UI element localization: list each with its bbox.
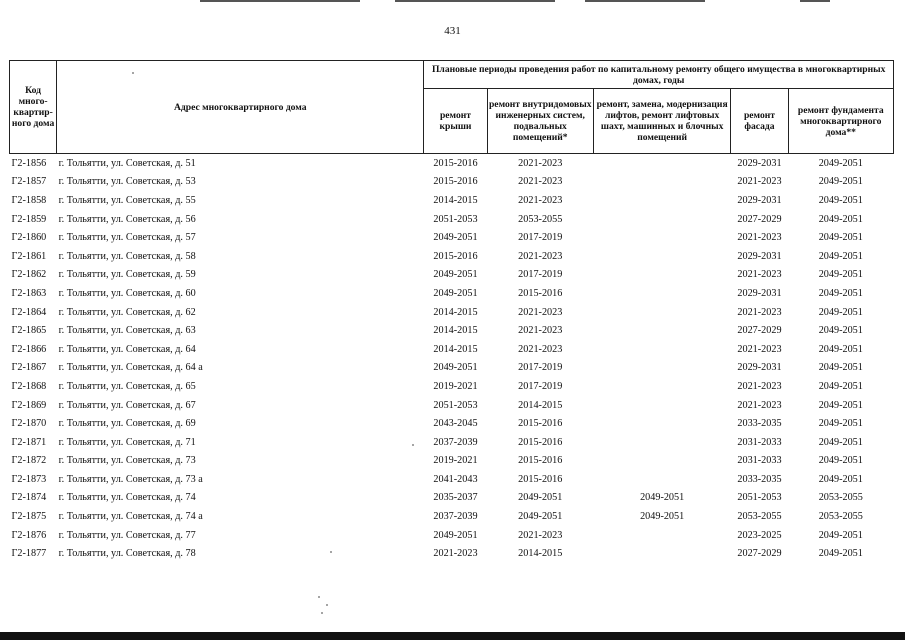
foundation-period-cell: 2049-2051 xyxy=(818,325,863,337)
foundation-period-cell: 2049-2051 xyxy=(818,399,863,411)
engineering-period-cell: 2015-2016 xyxy=(518,436,563,448)
roof-period-cell: 2043-2045 xyxy=(433,418,478,430)
address-cell: г. Тольятти, ул. Советская, д. 51 xyxy=(58,157,196,169)
foundation-period-cell: 2053-2055 xyxy=(818,492,863,504)
engineering-period-cell: 2021-2023 xyxy=(518,325,563,337)
elevator-period-cell xyxy=(593,377,730,396)
address-cell: г. Тольятти, ул. Советская, д. 62 xyxy=(58,306,196,318)
elevator-period-cell: 2049-2051 xyxy=(640,511,685,523)
scan-speck xyxy=(330,551,332,553)
table-row xyxy=(10,228,894,247)
page-number: 431 xyxy=(444,25,461,37)
table-row xyxy=(10,359,894,378)
roof-period-cell: 2014-2015 xyxy=(433,343,478,355)
foundation-period-cell: 2049-2051 xyxy=(818,194,863,206)
table-row xyxy=(10,191,894,210)
elevator-period-cell xyxy=(593,470,730,489)
engineering-period-cell: 2015-2016 xyxy=(518,455,563,467)
building-code-cell: Г2-1868 xyxy=(11,380,47,392)
table-row xyxy=(10,340,894,359)
building-code-cell: Г2-1872 xyxy=(11,455,47,467)
roof-period-cell: 2014-2015 xyxy=(433,325,478,337)
elevator-period-cell xyxy=(593,526,730,545)
table-row xyxy=(10,210,894,229)
foundation-period-cell: 2049-2051 xyxy=(818,343,863,355)
scan-speck xyxy=(321,612,323,614)
table-row xyxy=(10,433,894,452)
address-cell: г. Тольятти, ул. Советская, д. 59 xyxy=(58,269,196,281)
elevator-period-cell xyxy=(593,210,730,229)
foundation-period-cell: 2049-2051 xyxy=(818,213,863,225)
facade-period-cell: 2033-2035 xyxy=(737,418,782,430)
engineering-period-cell: 2017-2019 xyxy=(518,232,563,244)
address-cell: г. Тольятти, ул. Советская, д. 58 xyxy=(58,250,196,262)
roof-period-cell: 2049-2051 xyxy=(433,529,478,541)
roof-period-cell: 2049-2051 xyxy=(433,362,478,374)
address-cell: г. Тольятти, ул. Советская, д. 60 xyxy=(58,287,196,299)
building-code-cell: Г2-1874 xyxy=(11,492,47,504)
engineering-period-cell: 2021-2023 xyxy=(518,250,563,262)
engineering-period-cell: 2014-2015 xyxy=(518,548,563,560)
roof-period-cell: 2049-2051 xyxy=(433,287,478,299)
foundation-period-cell: 2053-2055 xyxy=(818,511,863,523)
elevator-period-cell xyxy=(593,247,730,266)
elevator-period-cell xyxy=(593,340,730,359)
roof-period-cell: 2051-2053 xyxy=(433,213,478,225)
table-row xyxy=(10,396,894,415)
facade-period-cell: 2029-2031 xyxy=(737,287,782,299)
table-row xyxy=(10,377,894,396)
facade-period-cell: 2027-2029 xyxy=(737,213,782,225)
building-code-cell: Г2-1860 xyxy=(11,232,47,244)
scan-top-rule-left xyxy=(200,0,360,2)
building-code-cell: Г2-1867 xyxy=(11,362,47,374)
address-cell: г. Тольятти, ул. Советская, д. 73 xyxy=(58,455,196,467)
roof-period-cell: 2037-2039 xyxy=(433,511,478,523)
roof-period-cell: 2051-2053 xyxy=(433,399,478,411)
building-code-cell: Г2-1858 xyxy=(11,194,47,206)
building-code-cell: Г2-1859 xyxy=(11,213,47,225)
building-code-cell: Г2-1873 xyxy=(11,473,47,485)
address-cell: г. Тольятти, ул. Советская, д. 55 xyxy=(58,194,196,206)
facade-period-cell: 2021-2023 xyxy=(737,176,782,188)
building-code-cell: Г2-1861 xyxy=(11,250,47,262)
address-cell: г. Тольятти, ул. Советская, д. 64 xyxy=(58,343,196,355)
scan-top-rule-mid xyxy=(395,0,555,2)
table-row xyxy=(10,414,894,433)
capital-repair-schedule-table xyxy=(9,60,894,563)
address-cell: г. Тольятти, ул. Советская, д. 77 xyxy=(58,529,196,541)
facade-period-cell: 2021-2023 xyxy=(737,343,782,355)
facade-period-cell: 2027-2029 xyxy=(737,548,782,560)
facade-period-cell: 2021-2023 xyxy=(737,306,782,318)
address-cell: г. Тольятти, ул. Советская, д. 65 xyxy=(58,380,196,392)
table-row xyxy=(10,247,894,266)
table-row xyxy=(10,452,894,471)
roof-period-cell: 2037-2039 xyxy=(433,436,478,448)
elevator-period-cell xyxy=(593,359,730,378)
table-body xyxy=(10,154,894,564)
table-row xyxy=(10,154,894,173)
engineering-period-cell: 2015-2016 xyxy=(518,418,563,430)
facade-period-cell: 2029-2031 xyxy=(737,194,782,206)
facade-period-cell: 2033-2035 xyxy=(737,473,782,485)
address-cell: г. Тольятти, ул. Советская, д. 64 а xyxy=(58,362,203,374)
facade-period-cell: 2029-2031 xyxy=(737,157,782,169)
foundation-period-cell: 2049-2051 xyxy=(818,436,863,448)
building-code-cell: Г2-1865 xyxy=(11,325,47,337)
address-cell: г. Тольятти, ул. Советская, д. 73 а xyxy=(58,473,203,485)
header-address: Адрес многоквартирного дома xyxy=(57,61,424,154)
table-row xyxy=(10,284,894,303)
facade-period-cell: 2029-2031 xyxy=(737,250,782,262)
building-code-cell: Г2-1863 xyxy=(11,287,47,299)
foundation-period-cell: 2049-2051 xyxy=(818,287,863,299)
facade-period-cell: 2053-2055 xyxy=(737,511,782,523)
address-cell: г. Тольятти, ул. Советская, д. 71 xyxy=(58,436,196,448)
elevator-period-cell xyxy=(593,303,730,322)
roof-period-cell: 2014-2015 xyxy=(433,194,478,206)
building-code-cell: Г2-1862 xyxy=(11,269,47,281)
header-facade-repair: ремонт фасада xyxy=(731,89,788,154)
engineering-period-cell: 2021-2023 xyxy=(518,306,563,318)
roof-period-cell: 2019-2021 xyxy=(433,455,478,467)
table-row xyxy=(10,321,894,340)
table-row xyxy=(10,507,894,526)
table-row xyxy=(10,470,894,489)
engineering-period-cell: 2014-2015 xyxy=(518,399,563,411)
engineering-period-cell: 2017-2019 xyxy=(518,269,563,281)
roof-period-cell: 2014-2015 xyxy=(433,306,478,318)
foundation-period-cell: 2049-2051 xyxy=(818,362,863,374)
engineering-period-cell: 2015-2016 xyxy=(518,287,563,299)
building-code-cell: Г2-1866 xyxy=(11,343,47,355)
address-cell: г. Тольятти, ул. Советская, д. 53 xyxy=(58,176,196,188)
facade-period-cell: 2023-2025 xyxy=(737,529,782,541)
scan-speck xyxy=(412,444,414,446)
building-code-cell: Г2-1869 xyxy=(11,399,47,411)
scan-bottom-edge xyxy=(0,632,905,640)
header-row-top xyxy=(10,61,894,89)
elevator-period-cell xyxy=(593,228,730,247)
elevator-period-cell xyxy=(593,284,730,303)
foundation-period-cell: 2049-2051 xyxy=(818,418,863,430)
table-row xyxy=(10,266,894,285)
building-code-cell: Г2-1876 xyxy=(11,529,47,541)
foundation-period-cell: 2049-2051 xyxy=(818,548,863,560)
foundation-period-cell: 2049-2051 xyxy=(818,529,863,541)
address-cell: г. Тольятти, ул. Советская, д. 78 xyxy=(58,548,196,560)
facade-period-cell: 2051-2053 xyxy=(737,492,782,504)
scan-speck xyxy=(318,596,320,598)
elevator-period-cell xyxy=(593,321,730,340)
header-roof-repair: ремонт крыши xyxy=(424,89,487,154)
foundation-period-cell: 2049-2051 xyxy=(818,455,863,467)
engineering-period-cell: 2021-2023 xyxy=(518,157,563,169)
scan-speck xyxy=(326,604,328,606)
foundation-period-cell: 2049-2051 xyxy=(818,269,863,281)
facade-period-cell: 2029-2031 xyxy=(737,362,782,374)
elevator-period-cell: 2049-2051 xyxy=(640,492,685,504)
foundation-period-cell: 2049-2051 xyxy=(818,306,863,318)
address-cell: г. Тольятти, ул. Советская, д. 74 xyxy=(58,492,196,504)
roof-period-cell: 2015-2016 xyxy=(433,176,478,188)
facade-period-cell: 2021-2023 xyxy=(737,380,782,392)
table-row xyxy=(10,526,894,545)
elevator-period-cell xyxy=(593,433,730,452)
elevator-period-cell xyxy=(593,173,730,192)
roof-period-cell: 2041-2043 xyxy=(433,473,478,485)
elevator-period-cell xyxy=(593,396,730,415)
table-header xyxy=(10,61,894,154)
address-cell: г. Тольятти, ул. Советская, д. 67 xyxy=(58,399,196,411)
elevator-period-cell xyxy=(593,452,730,471)
building-code-cell: Г2-1875 xyxy=(11,511,47,523)
engineering-period-cell: 2049-2051 xyxy=(518,492,563,504)
engineering-period-cell: 2049-2051 xyxy=(518,511,563,523)
building-code-cell: Г2-1877 xyxy=(11,548,47,560)
facade-period-cell: 2031-2033 xyxy=(737,455,782,467)
facade-period-cell: 2021-2023 xyxy=(737,269,782,281)
foundation-period-cell: 2049-2051 xyxy=(818,250,863,262)
scan-top-rule-right xyxy=(585,0,705,2)
header-foundation-repair: ремонт фундамента многоквартирного дома** xyxy=(788,89,893,154)
scan-top-rule-far-right xyxy=(800,0,830,2)
engineering-period-cell: 2021-2023 xyxy=(518,176,563,188)
engineering-period-cell: 2021-2023 xyxy=(518,529,563,541)
elevator-period-cell xyxy=(593,191,730,210)
facade-period-cell: 2031-2033 xyxy=(737,436,782,448)
address-cell: г. Тольятти, ул. Советская, д. 56 xyxy=(58,213,196,225)
elevator-period-cell xyxy=(593,266,730,285)
engineering-period-cell: 2015-2016 xyxy=(518,473,563,485)
facade-period-cell: 2027-2029 xyxy=(737,325,782,337)
table-row xyxy=(10,173,894,192)
roof-period-cell: 2015-2016 xyxy=(433,250,478,262)
building-code-cell: Г2-1871 xyxy=(11,436,47,448)
foundation-period-cell: 2049-2051 xyxy=(818,157,863,169)
address-cell: г. Тольятти, ул. Советская, д. 57 xyxy=(58,232,196,244)
building-code-cell: Г2-1856 xyxy=(11,157,47,169)
roof-period-cell: 2021-2023 xyxy=(433,548,478,560)
building-code-cell: Г2-1857 xyxy=(11,176,47,188)
foundation-period-cell: 2049-2051 xyxy=(818,176,863,188)
engineering-period-cell: 2017-2019 xyxy=(518,380,563,392)
scan-speck xyxy=(132,72,134,74)
building-code-cell: Г2-1870 xyxy=(11,418,47,430)
elevator-period-cell xyxy=(593,154,730,173)
roof-period-cell: 2035-2037 xyxy=(433,492,478,504)
table-row xyxy=(10,544,894,563)
engineering-period-cell: 2017-2019 xyxy=(518,362,563,374)
facade-period-cell: 2021-2023 xyxy=(737,232,782,244)
address-cell: г. Тольятти, ул. Советская, д. 63 xyxy=(58,325,196,337)
elevator-period-cell xyxy=(593,414,730,433)
header-planned-periods: Плановые периоды проведения работ по капитальному ремонту общего имущества в многоквартирных домах, годы xyxy=(424,61,894,89)
foundation-period-cell: 2049-2051 xyxy=(818,380,863,392)
engineering-period-cell: 2021-2023 xyxy=(518,343,563,355)
engineering-period-cell: 2053-2055 xyxy=(518,213,563,225)
roof-period-cell: 2049-2051 xyxy=(433,232,478,244)
elevator-period-cell xyxy=(593,544,730,563)
table-row xyxy=(10,303,894,322)
header-elevator-repair: ремонт, замена, модернизация лифтов, ремонт лифтовых шахт, машинных и блочных помещений xyxy=(593,89,730,154)
roof-period-cell: 2019-2021 xyxy=(433,380,478,392)
header-building-code: Код много-квартир-ного дома xyxy=(10,61,57,154)
building-code-cell: Г2-1864 xyxy=(11,306,47,318)
foundation-period-cell: 2049-2051 xyxy=(818,473,863,485)
roof-period-cell: 2049-2051 xyxy=(433,269,478,281)
table-row xyxy=(10,489,894,508)
address-cell: г. Тольятти, ул. Советская, д. 69 xyxy=(58,418,196,430)
foundation-period-cell: 2049-2051 xyxy=(818,232,863,244)
address-cell: г. Тольятти, ул. Советская, д. 74 а xyxy=(58,511,203,523)
roof-period-cell: 2015-2016 xyxy=(433,157,478,169)
facade-period-cell: 2021-2023 xyxy=(737,399,782,411)
engineering-period-cell: 2021-2023 xyxy=(518,194,563,206)
header-engineering-repair: ремонт внутридомовых инженерных систем, подвальных помещений* xyxy=(487,89,593,154)
